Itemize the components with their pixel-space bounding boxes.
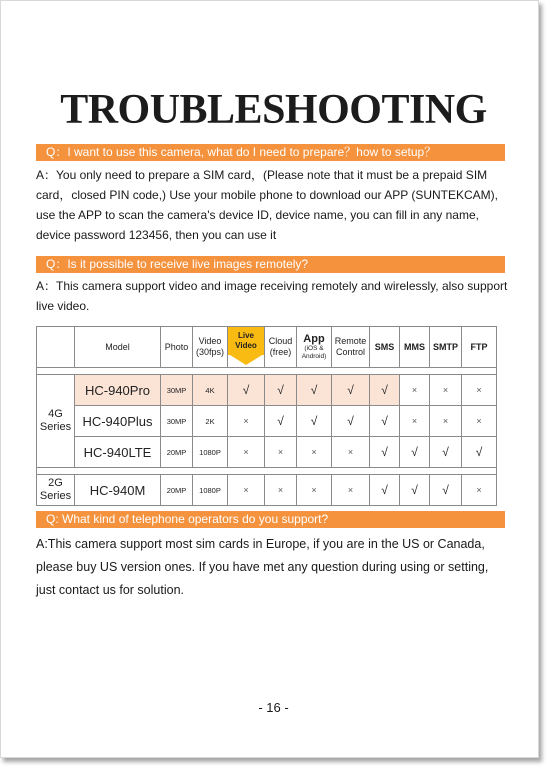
- feature-cell: √: [400, 437, 430, 468]
- table-spacer: [37, 368, 497, 375]
- video-cell: 1080P: [193, 437, 228, 468]
- header-ftp: FTP: [462, 327, 497, 368]
- feature-cell: ×: [400, 406, 430, 437]
- table-row: [37, 406, 497, 437]
- answer-live-images: A：This camera support video and image receiving remotely and wirelessly, also support live video.: [36, 279, 508, 313]
- feature-cell: ×: [332, 437, 370, 468]
- feature-cell: ×: [228, 437, 265, 468]
- feature-cell: √: [430, 437, 462, 468]
- video-cell: 2K: [193, 406, 228, 437]
- feature-cell: √: [297, 375, 332, 406]
- table-row: [37, 437, 497, 468]
- live-video-highlight: [228, 327, 264, 355]
- feature-cell: ×: [332, 475, 370, 506]
- page-number: - 16 -: [258, 700, 289, 715]
- series-4g-line1: 4G: [48, 408, 63, 420]
- header-app-sub1: (iOS &: [304, 345, 324, 352]
- feature-cell: ×: [462, 475, 497, 506]
- photo-cell: 20MP: [161, 475, 193, 506]
- feature-cell: √: [228, 375, 265, 406]
- table-header-row: [37, 327, 497, 368]
- feature-cell: ×: [265, 437, 297, 468]
- feature-cell: √: [370, 437, 400, 468]
- series-4g-line2: Series: [39, 421, 72, 433]
- model-cell: HC-940M: [75, 475, 161, 506]
- header-model: Model: [75, 327, 161, 368]
- feature-cell: √: [332, 406, 370, 437]
- feature-cell: ×: [297, 437, 332, 468]
- feature-cell: √: [370, 375, 400, 406]
- header-cloud-label: Cloud: [268, 336, 293, 346]
- feature-cell: √: [430, 475, 462, 506]
- model-cell: HC-940LTE: [75, 437, 161, 468]
- header-cloud-sub: (free): [269, 347, 292, 357]
- header-app-sub2: Android): [301, 353, 327, 360]
- series-2g-line2: Series: [39, 490, 72, 502]
- video-cell: 1080P: [193, 475, 228, 506]
- series-4g-label: [37, 375, 75, 468]
- feature-cell: ×: [228, 475, 265, 506]
- header-video-label: Video: [198, 336, 222, 346]
- feature-cell: √: [332, 375, 370, 406]
- feature-cell: ×: [400, 375, 430, 406]
- header-remote: [332, 327, 370, 368]
- feature-cell: ×: [430, 406, 462, 437]
- feature-cell: ×: [462, 375, 497, 406]
- live-video-arrow: [230, 355, 262, 365]
- header-smtp: SMTP: [430, 327, 462, 368]
- table-spacer: [37, 468, 497, 475]
- header-live-sub: Video: [235, 341, 257, 350]
- feature-cell: √: [370, 475, 400, 506]
- table-row: [37, 475, 497, 506]
- question-bar-live-images: Q：Is it possible to receive live images remotely?: [36, 256, 505, 273]
- question-bar-setup: Q：I want to use this camera, what do I need to prepare？how to setup？: [36, 144, 505, 161]
- photo-cell: 30MP: [161, 406, 193, 437]
- header-photo: Photo: [161, 327, 193, 368]
- header-cloud: [265, 327, 297, 368]
- model-comparison-table: [36, 326, 497, 506]
- feature-cell: √: [400, 475, 430, 506]
- header-app: [297, 327, 332, 368]
- answer-operators: A:This camera support most sim cards in Europe, if you are in the US or Canada, please buy US version ones. If you have met any question during using or setting, just contact us for solution.: [36, 537, 489, 597]
- header-video-sub: (30fps): [195, 347, 224, 357]
- model-cell: HC-940Plus: [75, 406, 161, 437]
- feature-cell: √: [297, 406, 332, 437]
- feature-cell: ×: [297, 475, 332, 506]
- model-cell: HC-940Pro: [75, 375, 161, 406]
- video-cell: 4K: [193, 375, 228, 406]
- table-row: [37, 375, 497, 406]
- feature-cell: ×: [430, 375, 462, 406]
- feature-cell: √: [265, 375, 297, 406]
- feature-cell: ×: [265, 475, 297, 506]
- header-live-video: [228, 327, 265, 368]
- header-mms: MMS: [400, 327, 430, 368]
- feature-cell: √: [265, 406, 297, 437]
- series-2g-label: [37, 475, 75, 506]
- header-live-label: Live: [237, 331, 254, 340]
- feature-cell: ×: [462, 406, 497, 437]
- page-title: TROUBLESHOOTING: [60, 87, 487, 133]
- question-bar-operators: Q: What kind of telephone operators do you support?: [36, 511, 505, 528]
- feature-cell: √: [462, 437, 497, 468]
- photo-cell: 20MP: [161, 437, 193, 468]
- header-sms: SMS: [370, 327, 400, 368]
- series-2g-line1: 2G: [48, 477, 63, 489]
- header-app-label: App: [303, 333, 325, 345]
- feature-cell: √: [370, 406, 400, 437]
- header-video: [193, 327, 228, 368]
- header-remote-label: Remote: [334, 336, 367, 346]
- answer-setup: A：You only need to prepare a SIM card，(Please note that it must be a prepaid SIM card，closed PIN code,) Use your mobile phone to download our APP (SUNTEKCAM), use the APP to scan the camera's device ID, device name, you can fill in any name, device password 123456, then you can use it: [36, 168, 498, 242]
- photo-cell: 30MP: [161, 375, 193, 406]
- header-blank: [37, 327, 75, 368]
- header-remote-sub: Control: [335, 347, 365, 357]
- feature-cell: ×: [228, 406, 265, 437]
